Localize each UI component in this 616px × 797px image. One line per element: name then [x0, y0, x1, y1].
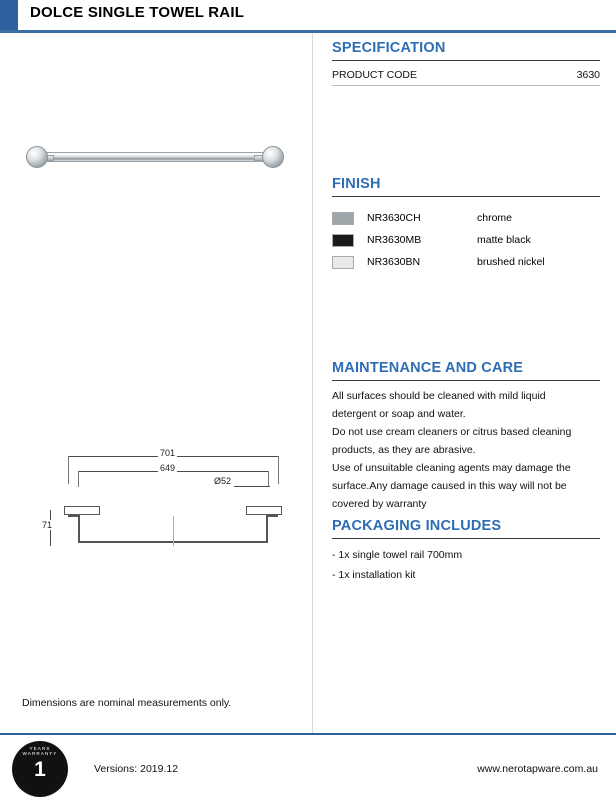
maintenance-section — [332, 360, 600, 513]
packaging-heading: PACKAGING INCLUDES — [332, 518, 502, 534]
website-link[interactable]: www.nerotapware.com.au — [477, 763, 598, 775]
dim-label-overall: 701 — [160, 448, 176, 458]
finish-rule — [332, 196, 600, 197]
maintenance-line: covered by warranty — [332, 498, 427, 510]
version-label: Versions: 2019.12 — [94, 763, 179, 775]
spec-value-product-code: 3630 — [576, 69, 600, 81]
ext-line-overall-left — [68, 456, 69, 484]
specification-heading: SPECIFICATION — [332, 40, 446, 56]
finish-name-chrome: chrome — [477, 212, 513, 224]
finish-option-chrome[interactable] — [332, 207, 600, 229]
header-accent-block — [0, 0, 18, 30]
drawing-arm-right — [268, 515, 278, 517]
finish-option-matte-black[interactable] — [332, 229, 600, 251]
maintenance-line: surface.Any damage caused in this way will not be — [332, 480, 567, 492]
finish-swatch-matte-black — [332, 234, 354, 247]
warranty-badge — [12, 741, 68, 797]
spec-row-underline — [332, 85, 600, 86]
towel-rail-flange-left — [26, 146, 48, 168]
product-photo — [14, 128, 294, 198]
finish-swatch-brushed-nickel — [332, 256, 354, 269]
left-column — [0, 33, 310, 733]
footer-rule — [0, 733, 616, 735]
maintenance-line: products, as they are abrasive. — [332, 444, 476, 456]
dim-label-height: 71 — [42, 520, 53, 530]
technical-drawing — [20, 438, 290, 548]
wall-plate-right — [246, 506, 282, 515]
page-footer — [0, 733, 616, 793]
drawing-centre-line — [173, 516, 174, 546]
finish-name-matte-black: matte black — [477, 234, 531, 246]
specification-rule — [332, 60, 600, 61]
specification-section — [332, 40, 600, 86]
ext-line-overall-right — [278, 456, 279, 484]
packaging-section — [332, 518, 600, 585]
finish-code-matte-black: NR3630MB — [367, 234, 422, 246]
towel-rail-flange-right — [262, 146, 284, 168]
finish-code-brushed-nickel: NR3630BN — [367, 256, 421, 268]
column-divider — [312, 33, 313, 733]
spec-label-product-code: PRODUCT CODE — [332, 69, 417, 81]
dim-label-diameter: Ø52 — [214, 476, 232, 486]
page-title: DOLCE SINGLE TOWEL RAIL — [30, 4, 245, 21]
drawing-arm-left — [68, 515, 78, 517]
finish-name-brushed-nickel: brushed nickel — [477, 256, 545, 268]
dimensions-note: Dimensions are nominal measurements only. — [22, 697, 232, 709]
drawing-post-right — [266, 515, 268, 543]
towel-rail-bar — [36, 152, 276, 162]
spec-row-product-code — [332, 67, 600, 85]
maintenance-line: Do not use cream cleaners or citrus based cleaning — [332, 426, 572, 438]
warranty-badge-label: YEARS WARRANTY — [22, 746, 58, 756]
wall-plate-left — [64, 506, 100, 515]
dim-label-centres: 649 — [160, 463, 176, 473]
finish-code-chrome: NR3630CH — [367, 212, 421, 224]
maintenance-line: All surfaces should be cleaned with mild liquid — [332, 390, 546, 402]
dim-line-diameter — [234, 486, 270, 487]
drawing-post-left — [78, 515, 80, 543]
finish-heading: FINISH — [332, 176, 381, 192]
packaging-item: - 1x installation kit — [332, 569, 416, 581]
warranty-badge-number: 1 — [34, 757, 46, 781]
finish-option-brushed-nickel[interactable] — [332, 251, 600, 273]
maintenance-line: detergent or soap and water. — [332, 408, 466, 420]
finish-section — [332, 176, 600, 273]
maintenance-heading: MAINTENANCE AND CARE — [332, 360, 524, 376]
maintenance-line: Use of unsuitable cleaning agents may damage the — [332, 462, 571, 474]
finish-swatch-chrome — [332, 212, 354, 225]
packaging-rule — [332, 538, 600, 539]
ext-line-centres-left — [78, 471, 79, 487]
packaging-item: - 1x single towel rail 700mm — [332, 549, 463, 561]
maintenance-rule — [332, 380, 600, 381]
ext-line-centres-right — [268, 471, 269, 487]
page-header — [0, 0, 616, 30]
